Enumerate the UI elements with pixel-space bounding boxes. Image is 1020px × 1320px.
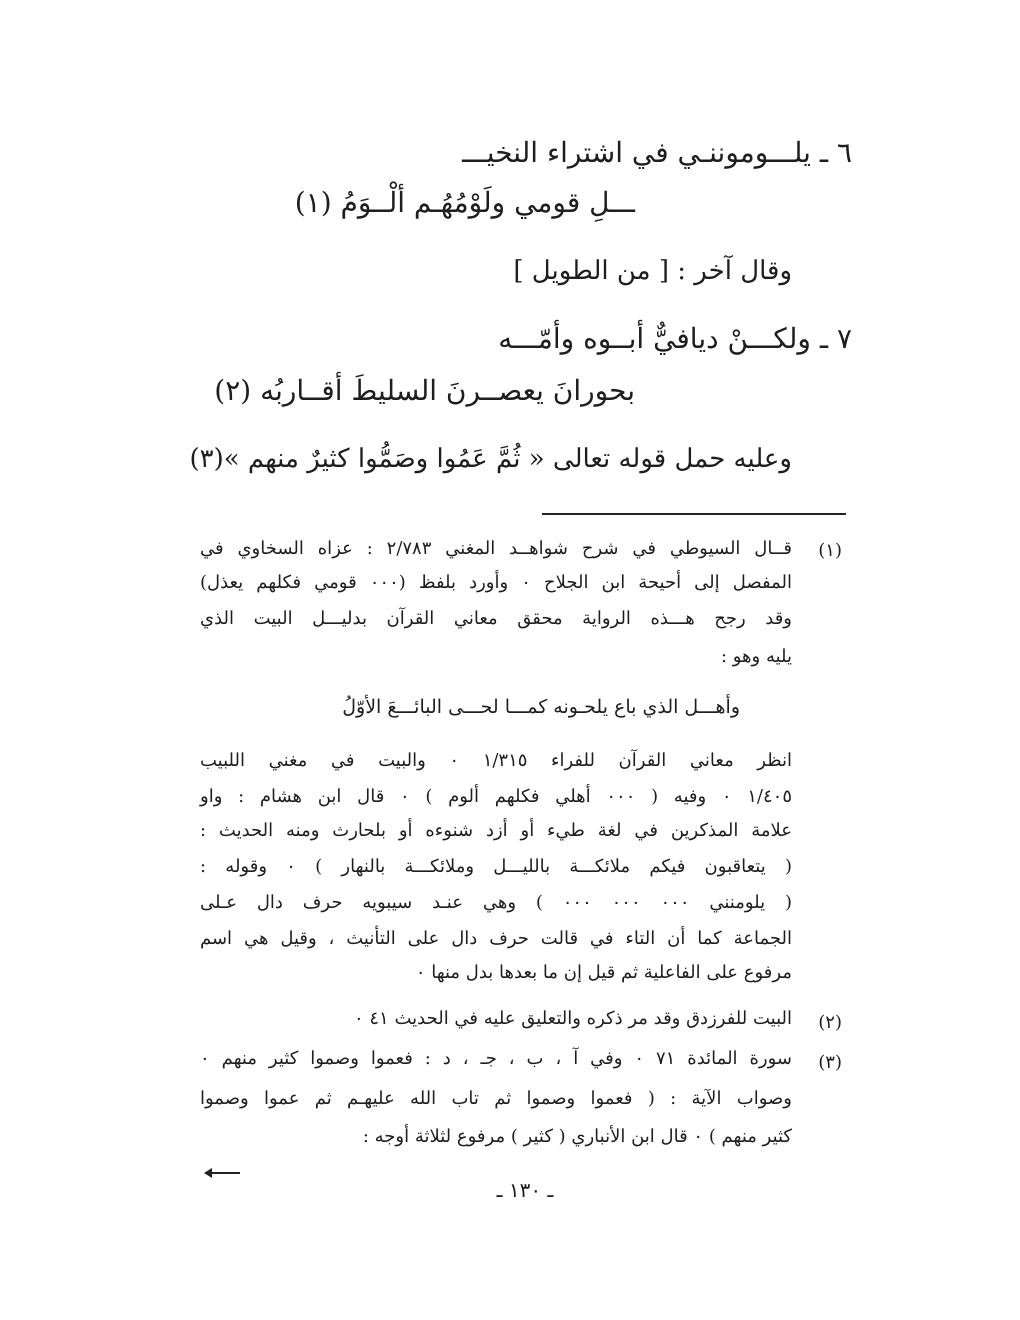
footnote-3-label: (٣) — [818, 1052, 842, 1073]
poem7-line1: ٧ ـ ولكـــنْ ديافيٌّ أبــوه وأمّـــه — [498, 322, 852, 355]
footnote-1-line: علامة المذكرين في لغة طيء أو أزد شنوءه أو بلحارث ومنه الحديث : — [200, 820, 792, 841]
footnote-2-text: البيت للفرزدق وقد مر ذكره والتعليق عليه في الحديث ٤١ ٠ — [353, 1008, 792, 1029]
footnote-1-line: ١/٤٠٥ ٠ وفيه ( ٠٠٠ أهلي فكلهم ألوم ) ٠ قال ابن هشام : واو — [200, 786, 792, 807]
footnote-3-line: وصواب الآية : ( فعموا وصموا ثم تاب الله عليهـم ثم عموا وصموا — [200, 1088, 792, 1109]
footnote-1-line: انظر معاني القرآن للفراء ١/٣١٥ ٠ والبيت في مغني اللبيب — [200, 750, 793, 771]
continuation-arrow-icon — [204, 1168, 240, 1178]
footnote-3-line: سورة المائدة ٧١ ٠ وفي آ ، ب ، جـ ، د : فعموا وصموا كثير منهم ٠ — [200, 1048, 792, 1069]
intro-line: وقال آخر : [ من الطويل ] — [513, 256, 792, 286]
footnote-2-label: (٢) — [818, 1012, 842, 1033]
footnote-1-line: المفصل إلى أحيحة ابن الجلاح ٠ وأورد بلفظ (٠٠٠ قومي فكلهم يعذل) — [200, 572, 792, 593]
footnote-1-verse: وأهـــل الذي باع يلحـونه كمـــا لحـــى البائـــعَ الأوّلُ — [342, 696, 740, 718]
footnote-separator — [542, 513, 846, 515]
poem6-line2: ـــلِ قومي ولَوْمُهُـم ألْــوَمُ (١) — [294, 186, 635, 219]
poem6-line1: ٦ ـ يلـــوموننـي في اشتراء النخيـــ — [462, 136, 852, 169]
quran-quote-line: وعليه حمل قوله تعالى « ثُمَّ عَمُوا وصَمُّوا كثيرٌ منهم »(٣) — [189, 444, 792, 474]
footnote-1-line: وقد رجح هـــذه الرواية محقق معاني القرآن بدليـــل البيت الذي — [200, 608, 792, 629]
page-number: ـ ١٣٠ ـ — [496, 1178, 554, 1202]
footnote-1-line: ( يتعاقبون فيكم ملائكـــة بالليـــل وملائكـــة بالنهار ) ٠ وقوله : — [200, 856, 792, 877]
poem7-line2: بحورانَ يعصــرنَ السليطَ أقــاربُه (٢) — [214, 374, 635, 407]
footnote-1-line: مرفوع على الفاعلية ثم قيل إن ما بعدها بدل منها ٠ — [415, 962, 792, 983]
footnote-1-line: قــال السيوطي في شرح شواهــد المغني ٢/٧٨٣ : عزاه السخاوي في — [200, 538, 793, 559]
footnote-1-line: الجماعة كما أن التاء في قالت حرف دال على التأنيث ، وقيل هي اسم — [200, 928, 792, 949]
footnote-1-label: (١) — [818, 540, 842, 561]
footnote-3-line: كثير منهم ) ٠ قال ابن الأنباري ( كثير ) مرفوع لثلاثة أوجه : — [362, 1126, 792, 1147]
footnote-1-line: يليه وهو : — [720, 646, 792, 667]
footnote-1-line: ( يلومنني ٠٠٠ ٠٠٠ ٠٠٠ ) وهي عنـد سيبويه حرف دال عـلى — [200, 892, 792, 913]
